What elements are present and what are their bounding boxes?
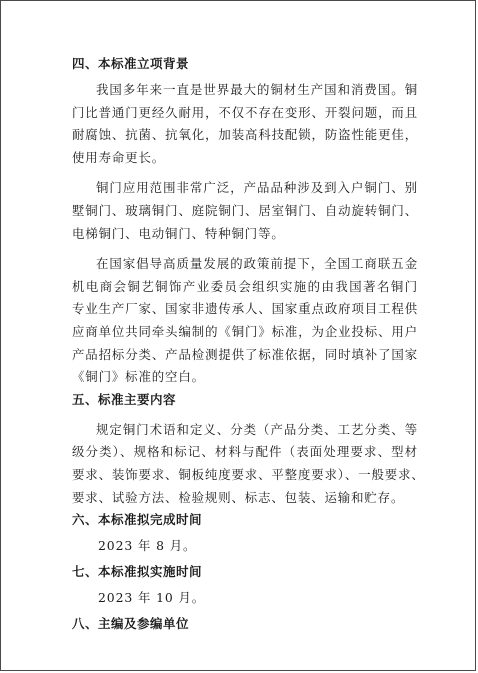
text-line: 使用寿命更长。 <box>72 149 166 165</box>
section-heading-editors: 八、主编及参编单位 <box>72 616 190 632</box>
text-line: 机电商会铜艺铜饰产业委员会组织实施的由我国著名铜门 <box>72 278 418 294</box>
paragraph-application-range <box>72 177 418 245</box>
text-line: 耐腐蚀、抗菌、抗氧化，加装高科技配锁，防盗性能更佳， <box>72 127 418 143</box>
completion-date: 2023 年 8 月。 <box>98 538 197 554</box>
text-line: 铜门应用范围非常广泛，产品品种涉及到入户铜门、别 <box>96 180 418 196</box>
document-body <box>72 53 425 635</box>
section-heading-completion-time: 六、本标准拟完成时间 <box>72 512 203 528</box>
text-line: 应商单位共同牵头编制的《铜门》标准，为企业投标、用户 <box>72 323 418 339</box>
text-line: 门比普通门更经久耐用，不仅不存在变形、开裂问题，而且 <box>72 104 418 120</box>
text-line: 墅铜门、玻璃铜门、庭院铜门、居室铜门、自动旋转铜门、 <box>72 202 418 218</box>
paragraph-copper-production <box>72 79 418 169</box>
text-line: 要求、试验方法、检验规则、标志、包装、运输和贮存。 <box>72 489 405 505</box>
text-line: 《铜门》标准的空白。 <box>72 369 205 385</box>
implementation-date: 2023 年 10 月。 <box>98 590 206 606</box>
text-line: 产品招标分类、产品检测提供了标准依据，同时填补了国家 <box>72 346 418 362</box>
section-heading-background: 四、本标准立项背景 <box>72 56 190 71</box>
text-line: 规定铜门术语和定义、分类（产品分类、工艺分类、等 <box>96 421 418 437</box>
text-line: 我国多年来一直是世界最大的铜材生产国和消费国。铜 <box>96 82 418 97</box>
text-line: 电梯铜门、电动铜门、特种铜门等。 <box>72 225 285 241</box>
text-line: 在国家倡导高质量发展的政策前提下，全国工商联五金 <box>96 256 418 272</box>
text-line: 级分类）、规格和标记、材料与配件（表面处理要求、型材 <box>72 444 418 460</box>
text-line: 专业生产厂家、国家非遗传承人、国家重点政府项目工程供 <box>72 301 418 317</box>
paragraph-policy-context <box>72 253 418 389</box>
text-line: 要求、装饰要求、铜板纯度要求、平整度要求）、一般要求、 <box>72 466 425 482</box>
section-heading-main-content: 五、标准主要内容 <box>72 391 177 407</box>
paragraph-standard-scope <box>72 419 425 509</box>
section-heading-implementation-time: 七、本标准拟实施时间 <box>72 564 203 580</box>
